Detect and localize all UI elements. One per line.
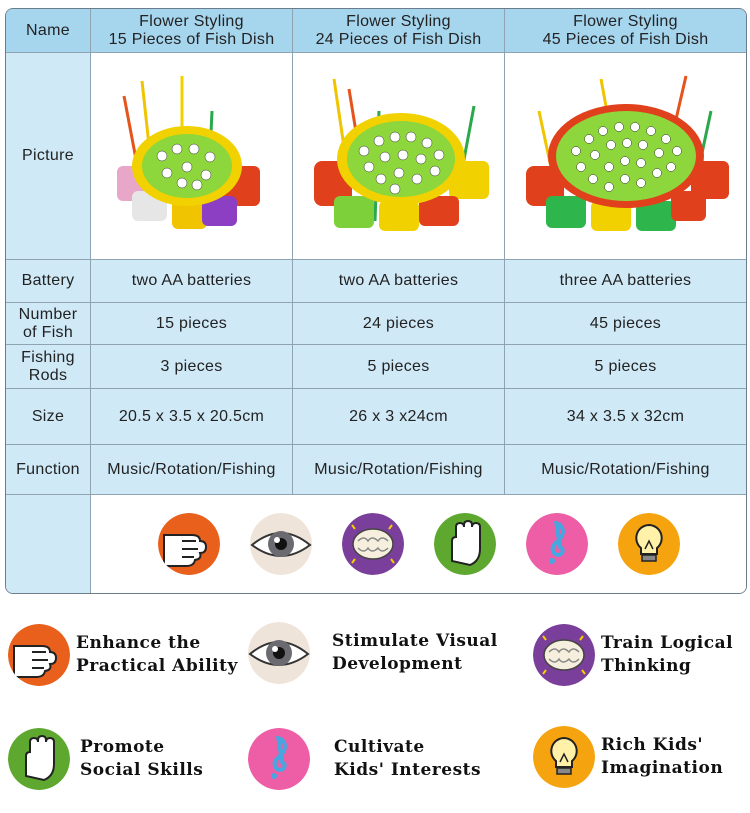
product-header-45 bbox=[505, 9, 746, 53]
lightbulb-icon bbox=[618, 513, 680, 575]
table-cell bbox=[293, 303, 505, 345]
spec-comparison-table bbox=[5, 8, 747, 594]
cell-value: 15 pieces bbox=[155, 314, 228, 332]
benefit-text bbox=[76, 632, 238, 678]
product-title-line2: 24 Pieces of Fish Dish bbox=[315, 30, 482, 48]
benefit-logical-thinking bbox=[533, 624, 733, 686]
benefit-line: Kids' Interests bbox=[334, 760, 482, 780]
benefit-text bbox=[80, 736, 203, 782]
fishing-game-45-image bbox=[521, 71, 731, 241]
benefit-text bbox=[601, 734, 723, 780]
benefit-line: Practical Ability bbox=[76, 656, 238, 676]
cell-value: two AA batteries bbox=[338, 272, 459, 289]
table-row bbox=[6, 445, 746, 495]
row-label: Size bbox=[31, 407, 65, 425]
row-label-line: Fishing bbox=[21, 348, 75, 366]
table-cell bbox=[293, 260, 505, 303]
cell-value: 20.5 x 3.5 x 20.5cm bbox=[118, 407, 265, 425]
picture-label-cell bbox=[6, 53, 91, 260]
benefit-line: Stimulate Visual bbox=[332, 631, 498, 651]
product-title-line1: Flower Styling bbox=[573, 12, 678, 30]
table-cell bbox=[91, 445, 293, 495]
picture-label: Picture bbox=[22, 147, 74, 164]
fist-icon bbox=[8, 624, 70, 686]
fishing-game-24-image bbox=[309, 71, 489, 241]
music-note-icon bbox=[526, 513, 588, 575]
empty-label-cell bbox=[6, 495, 91, 593]
table-row bbox=[6, 345, 746, 389]
table-row bbox=[6, 260, 746, 303]
benefit-line: Imagination bbox=[601, 758, 724, 778]
benefit-text bbox=[332, 630, 498, 676]
table-cell bbox=[505, 303, 746, 345]
hand-icon bbox=[8, 728, 70, 790]
benefit-icon-strip bbox=[158, 513, 680, 575]
fist-icon bbox=[158, 513, 220, 575]
row-label-line: of Fish bbox=[22, 323, 74, 341]
table-row bbox=[6, 389, 746, 445]
row-label-line: Number bbox=[18, 305, 78, 323]
benefit-line: Cultivate bbox=[334, 737, 425, 757]
eye-icon bbox=[250, 513, 312, 575]
cell-value: 24 pieces bbox=[362, 314, 435, 332]
cell-value: Music/Rotation/Fishing bbox=[541, 460, 710, 478]
name-header-cell bbox=[6, 9, 91, 53]
lightbulb-icon bbox=[533, 726, 595, 788]
product-header-24 bbox=[293, 9, 505, 53]
row-label-cell bbox=[6, 445, 91, 495]
cell-value: three AA batteries bbox=[559, 272, 692, 289]
cell-value: 26 x 3 x24cm bbox=[349, 407, 448, 425]
product-picture-cell bbox=[91, 53, 293, 260]
product-title-line2: 15 Pieces of Fish Dish bbox=[108, 30, 275, 48]
benefit-line: Rich Kids' bbox=[601, 735, 704, 755]
table-cell bbox=[91, 389, 293, 445]
table-cell bbox=[91, 345, 293, 389]
cell-value: 34 x 3.5 x 32cm bbox=[566, 407, 685, 425]
brain-icon bbox=[342, 513, 404, 575]
benefit-line: Social Skills bbox=[80, 760, 204, 780]
product-picture-cell bbox=[293, 53, 505, 260]
table-cell bbox=[505, 345, 746, 389]
product-picture-cell bbox=[505, 53, 746, 260]
row-label-cell bbox=[6, 303, 91, 345]
eye-icon bbox=[248, 622, 310, 684]
table-cell bbox=[91, 303, 293, 345]
benefit-visual-development bbox=[248, 622, 498, 684]
table-cell bbox=[91, 260, 293, 303]
cell-value: 5 pieces bbox=[367, 357, 430, 375]
fishing-game-15-image bbox=[102, 71, 282, 241]
product-title-line1: Flower Styling bbox=[139, 12, 244, 30]
benefit-line: Enhance the bbox=[76, 633, 201, 653]
table-cell bbox=[505, 389, 746, 445]
benefit-line: Promote bbox=[80, 737, 165, 757]
row-label: Battery bbox=[21, 272, 75, 289]
benefit-line: Thinking bbox=[601, 656, 692, 676]
table-row bbox=[6, 303, 746, 345]
music-note-icon bbox=[248, 728, 310, 790]
cell-value: Music/Rotation/Fishing bbox=[107, 460, 276, 478]
table-cell bbox=[293, 389, 505, 445]
benefit-line: Train Logical bbox=[601, 633, 734, 653]
table-header-row bbox=[6, 9, 746, 53]
icon-row bbox=[6, 495, 746, 593]
benefit-text bbox=[334, 736, 481, 782]
table-cell bbox=[505, 260, 746, 303]
benefit-kids-interests bbox=[248, 728, 481, 790]
cell-value: 45 pieces bbox=[589, 314, 662, 332]
product-title-line1: Flower Styling bbox=[346, 12, 451, 30]
row-label-line: Rods bbox=[28, 366, 68, 384]
name-label: Name bbox=[26, 21, 70, 39]
benefit-icon-strip-cell bbox=[91, 495, 746, 593]
cell-value: 3 pieces bbox=[160, 357, 223, 375]
benefit-social-skills bbox=[8, 728, 203, 790]
product-title-line2: 45 Pieces of Fish Dish bbox=[542, 30, 709, 48]
brain-icon bbox=[533, 624, 595, 686]
benefit-line: Development bbox=[332, 654, 463, 674]
cell-value: 5 pieces bbox=[594, 357, 657, 375]
benefit-practical-ability bbox=[8, 624, 238, 686]
table-cell bbox=[293, 345, 505, 389]
row-label-cell bbox=[6, 345, 91, 389]
hand-icon bbox=[434, 513, 496, 575]
benefit-imagination bbox=[533, 726, 723, 788]
row-label: Function bbox=[16, 460, 80, 478]
cell-value: two AA batteries bbox=[131, 272, 252, 289]
row-label-cell bbox=[6, 389, 91, 445]
row-label-cell bbox=[6, 260, 91, 303]
picture-row bbox=[6, 53, 746, 260]
table-cell bbox=[293, 445, 505, 495]
product-header-15 bbox=[91, 9, 293, 53]
benefit-text bbox=[601, 632, 733, 678]
table-cell bbox=[505, 445, 746, 495]
cell-value: Music/Rotation/Fishing bbox=[314, 460, 483, 478]
